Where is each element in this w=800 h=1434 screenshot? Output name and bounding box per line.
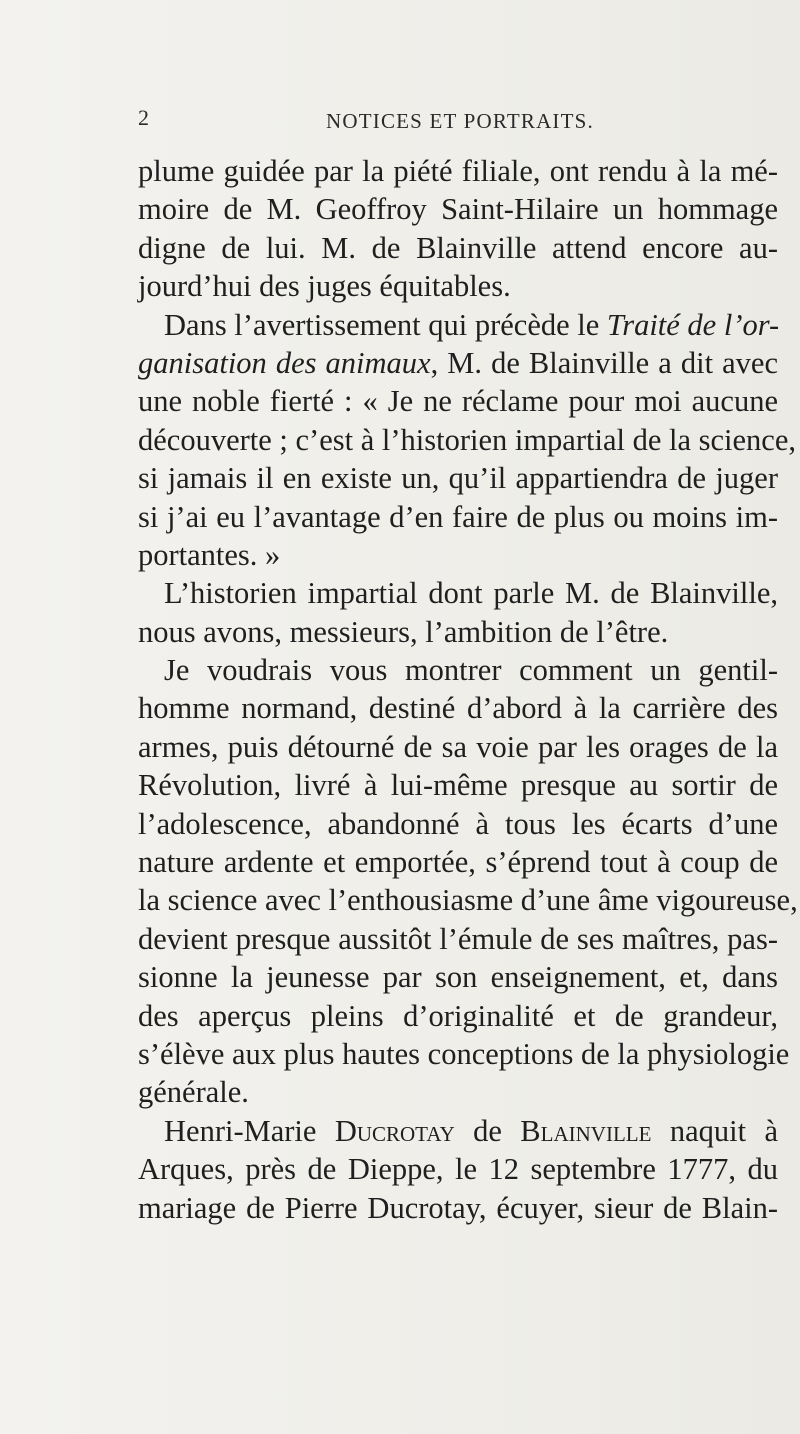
text-run: de <box>454 1113 521 1148</box>
text-line: mariage de Pierre Ducrotay, écuyer, sieur de Blain- <box>138 1190 778 1225</box>
text-run: naquit à <box>651 1113 778 1148</box>
text-line: si j’ai eu l’avantage d’en faire de plus ou moins im- <box>138 499 778 534</box>
text-line: générale. <box>138 1075 249 1110</box>
body-text <box>138 152 798 1227</box>
page-header <box>138 105 778 139</box>
text-line: Révolution, livré à lui-même presque au sortir de <box>138 768 778 803</box>
text-line: Arques, près de Dieppe, le 12 septembre 1777, du <box>138 1152 778 1187</box>
text-line: jourd’hui des juges équitables. <box>138 269 511 304</box>
text-line: si jamais il en existe un, qu’il appartiendra de juger <box>138 461 778 496</box>
text-line: moire de M. Geoffroy Saint-Hilaire un hommage <box>138 192 778 227</box>
text-line: armes, puis détourné de sa voie par les orages de la <box>138 729 778 764</box>
text-line <box>138 1112 778 1150</box>
family-name: Ducrotay <box>334 1113 455 1148</box>
text-line: sionne la jeunesse par son enseignement, et, dans <box>138 960 778 995</box>
text-line: homme normand, destiné d’abord à la carrière des <box>138 691 778 726</box>
text-line <box>138 306 778 344</box>
text-run: , M. de Blainville a dit avec <box>430 345 778 380</box>
text-run: Henri-Marie <box>164 1113 335 1148</box>
text-line: la science avec l’enthousiasme d’une âme vigoureuse, <box>138 883 798 918</box>
page-number: 2 <box>138 105 149 130</box>
text-line: devient presque aussitôt l’émule de ses maîtres, pas- <box>138 921 778 956</box>
text-run: Dans l’avertissement qui précède le <box>164 307 607 342</box>
book-title: Traité de l’or- <box>606 307 780 342</box>
text-line: découverte ; c’est à l’historien impartial de la science, <box>138 422 796 457</box>
text-line: nous avons, messieurs, l’ambition de l’être. <box>138 614 669 649</box>
text-line: digne de lui. M. de Blainville attend encore au- <box>138 230 778 265</box>
text-line: plume guidée par la piété filiale, ont rendu à la mé- <box>138 154 778 188</box>
running-head: NOTICES ET PORTRAITS. <box>326 109 594 133</box>
text-line: l’adolescence, abandonné à tous les écarts d’une <box>138 806 778 841</box>
text-line: nature ardente et emportée, s’éprend tout à coup de <box>138 845 778 880</box>
text-line: portantes. » <box>138 537 281 572</box>
text-line: Je voudrais vous montrer comment un gentil- <box>164 653 778 688</box>
text-line <box>138 344 778 382</box>
family-name: Blainville <box>520 1113 652 1148</box>
book-title: ganisation des animaux <box>138 345 431 380</box>
text-line: L’historien impartial dont parle M. de Blainville, <box>164 576 778 611</box>
text-line: des aperçus pleins d’originalité et de grandeur, <box>138 998 778 1033</box>
text-line: s’élève aux plus hautes conceptions de la physiologie <box>138 1036 790 1071</box>
text-line: une noble fierté : « Je ne réclame pour moi aucune <box>138 384 778 419</box>
